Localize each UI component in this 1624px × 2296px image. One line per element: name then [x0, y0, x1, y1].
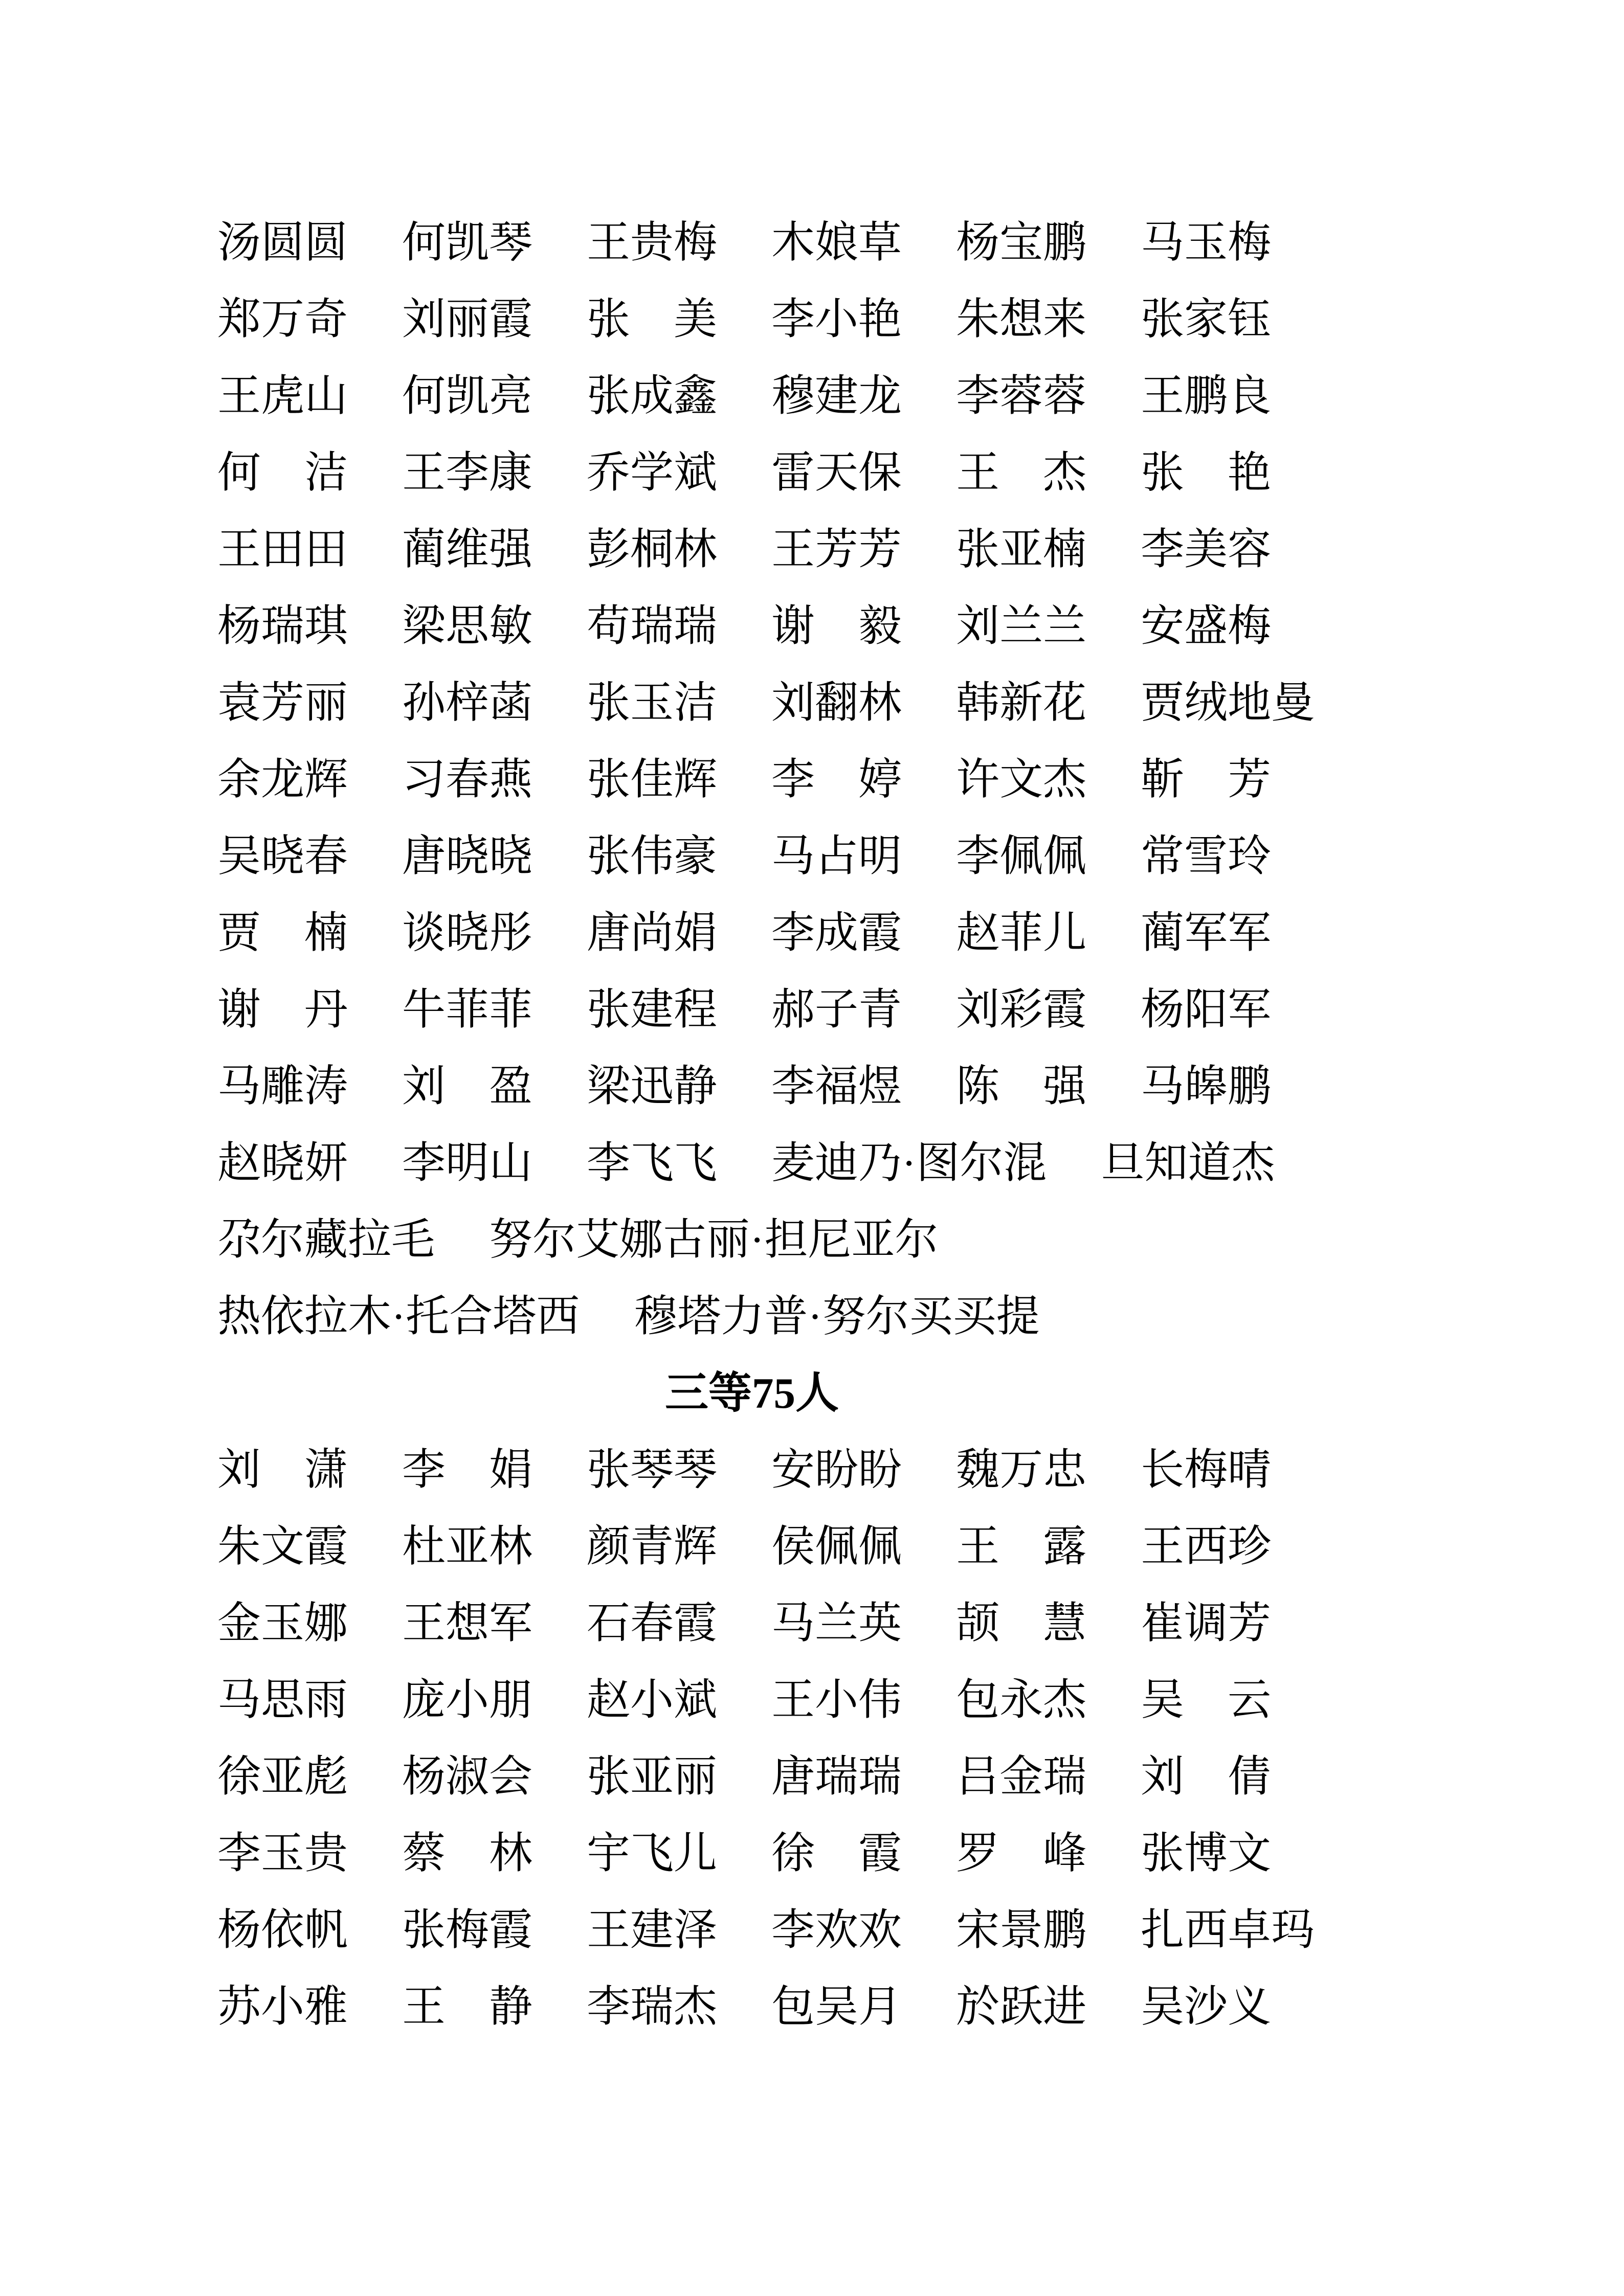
person-name: 习春燕	[402, 756, 533, 804]
person-name: 李 婷	[771, 756, 902, 804]
person-name: 蔺军军	[1141, 909, 1272, 957]
person-name: 刘兰兰	[956, 602, 1087, 650]
person-name: 李瑞杰	[587, 1983, 718, 2031]
person-name: 马占明	[771, 832, 902, 881]
person-name: 常雪玲	[1141, 832, 1272, 881]
person-name: 朱想来	[956, 296, 1087, 344]
person-name: 宋景鹏	[956, 1906, 1087, 1954]
person-name: 李佩佩	[956, 832, 1087, 881]
person-name: 石春霞	[587, 1600, 718, 1648]
name-row	[217, 588, 1286, 665]
person-name: 马玉梅	[1141, 219, 1272, 267]
person-name: 蔺维强	[402, 526, 533, 574]
person-name: 杨宝鹏	[956, 219, 1087, 267]
person-name: 王小伟	[771, 1676, 902, 1724]
person-name: 马皞鹏	[1141, 1063, 1272, 1111]
person-name: 木娘草	[771, 219, 902, 267]
person-name: 陈 强	[956, 1063, 1087, 1111]
person-name: 刘彩霞	[956, 986, 1087, 1034]
person-name: 贾绒地曼	[1141, 679, 1315, 727]
person-name: 李玉贵	[217, 1830, 348, 1878]
person-name: 安盼盼	[771, 1446, 902, 1494]
person-name: 包吴月	[771, 1983, 902, 2031]
person-name: 金玉娜	[217, 1600, 348, 1648]
person-name: 唐尚娟	[587, 909, 718, 957]
person-name: 刘 潇	[217, 1446, 348, 1494]
person-name: 张佳辉	[587, 756, 718, 804]
person-name: 杨依帆	[217, 1906, 348, 1954]
person-name: 唐瑞瑞	[771, 1753, 902, 1801]
person-name: 颜青辉	[587, 1523, 718, 1571]
person-name: 郑万奇	[217, 296, 348, 344]
person-name: 魏万忠	[956, 1446, 1087, 1494]
person-name: 王 露	[956, 1523, 1087, 1571]
person-name: 王田田	[217, 526, 348, 574]
person-name: 李明山	[402, 1139, 533, 1187]
person-name: 赵晓妍	[217, 1139, 348, 1187]
section-heading: 三等75人	[664, 1369, 839, 1417]
person-name: 余龙辉	[217, 756, 348, 804]
person-name: 赵菲儿	[956, 909, 1087, 957]
person-name: 热依拉木·托合塔西	[217, 1293, 580, 1341]
person-name: 旦知道杰	[1101, 1139, 1275, 1187]
person-name: 吴晓春	[217, 832, 348, 881]
person-name: 李小艳	[771, 296, 902, 344]
person-name: 王虎山	[217, 372, 348, 420]
person-name: 长梅晴	[1141, 1446, 1272, 1494]
person-name: 穆建龙	[771, 372, 902, 420]
person-name: 朱文霞	[217, 1523, 348, 1571]
name-row	[217, 1432, 1286, 1509]
name-row	[217, 358, 1286, 435]
person-name: 张建程	[587, 986, 718, 1034]
name-row	[217, 281, 1286, 358]
person-name: 苏小雅	[217, 1983, 348, 2031]
name-row	[217, 1048, 1286, 1125]
person-name: 张成鑫	[587, 372, 718, 420]
person-name: 马思雨	[217, 1676, 348, 1724]
person-name: 王建泽	[587, 1906, 718, 1954]
person-name: 吴 云	[1141, 1676, 1272, 1724]
person-name: 穆塔力普·努尔买买提	[634, 1293, 1040, 1341]
person-name: 张家钰	[1141, 296, 1272, 344]
person-name: 韩新花	[956, 679, 1087, 727]
person-name: 刘翻林	[771, 679, 902, 727]
name-row	[217, 665, 1315, 741]
person-name: 梁迅静	[587, 1063, 718, 1111]
person-name: 李 娟	[402, 1446, 533, 1494]
person-name: 靳 芳	[1141, 756, 1272, 804]
person-name: 王芳芳	[771, 526, 902, 574]
name-row	[217, 1125, 1286, 1202]
name-row	[217, 1662, 1286, 1739]
name-row	[217, 1815, 1286, 1892]
person-name: 马雕涛	[217, 1063, 348, 1111]
person-name: 李福煜	[771, 1063, 902, 1111]
person-name: 汤圆圆	[217, 219, 348, 267]
person-name: 庞小朋	[402, 1676, 533, 1724]
person-name: 王贵梅	[587, 219, 718, 267]
person-name: 李欢欢	[771, 1906, 902, 1954]
person-name: 张亚楠	[956, 526, 1087, 574]
person-name: 努尔艾娜古丽·担尼亚尔	[489, 1216, 939, 1264]
name-row	[217, 972, 1286, 1048]
person-name: 李美容	[1141, 526, 1272, 574]
person-name: 扎西卓玛	[1141, 1906, 1315, 1954]
person-name: 孙梓菡	[402, 679, 533, 727]
name-row	[217, 1509, 1286, 1585]
person-name: 刘 盈	[402, 1063, 533, 1111]
person-name: 杨淑会	[402, 1753, 533, 1801]
person-name: 张 美	[587, 296, 718, 344]
person-name: 张 艳	[1141, 449, 1272, 497]
person-name: 刘丽霞	[402, 296, 533, 344]
person-name: 彭桐林	[587, 526, 718, 574]
person-name: 安盛梅	[1141, 602, 1272, 650]
person-name: 赵小斌	[587, 1676, 718, 1724]
person-name: 崔调芳	[1141, 1600, 1272, 1648]
person-name: 张伟豪	[587, 832, 718, 881]
person-name: 张梅霞	[402, 1906, 533, 1954]
person-name: 张博文	[1141, 1830, 1272, 1878]
person-name: 麦迪乃·图尔混	[771, 1139, 1047, 1187]
person-name: 王鹏良	[1141, 372, 1272, 420]
person-name: 谈晓彤	[402, 909, 533, 957]
name-row	[217, 435, 1286, 511]
person-name: 王想军	[402, 1600, 533, 1648]
person-name: 张琴琴	[587, 1446, 718, 1494]
person-name: 王 静	[402, 1983, 533, 2031]
name-row	[217, 205, 1286, 281]
person-name: 梁思敏	[402, 602, 533, 650]
person-name: 杜亚林	[402, 1523, 533, 1571]
name-row	[217, 1892, 1315, 1969]
person-name: 於跃进	[956, 1983, 1087, 2031]
name-row	[217, 741, 1286, 818]
person-name: 何 洁	[217, 449, 348, 497]
person-name: 唐晓晓	[402, 832, 533, 881]
person-name: 杨瑞琪	[217, 602, 348, 650]
person-name: 谢 毅	[771, 602, 902, 650]
person-name: 苟瑞瑞	[587, 602, 718, 650]
person-name: 吴沙义	[1141, 1983, 1272, 2031]
person-name: 张亚丽	[587, 1753, 718, 1801]
person-name: 许文杰	[956, 756, 1087, 804]
name-row	[217, 511, 1286, 588]
person-name: 贾 楠	[217, 909, 348, 957]
name-row	[217, 1969, 1286, 2045]
name-row	[217, 1739, 1286, 1815]
person-name: 尕尔藏拉毛	[217, 1216, 435, 1264]
person-name: 雷天保	[771, 449, 902, 497]
person-name: 杨阳军	[1141, 986, 1272, 1034]
person-name: 何凯琴	[402, 219, 533, 267]
person-name: 袁芳丽	[217, 679, 348, 727]
name-row	[217, 1202, 1286, 1278]
person-name: 李蓉蓉	[956, 372, 1087, 420]
name-row	[217, 818, 1286, 895]
name-list	[217, 205, 1315, 2045]
person-name: 罗 峰	[956, 1830, 1087, 1878]
name-row	[217, 1278, 1286, 1355]
person-name: 谢 丹	[217, 986, 348, 1034]
person-name: 何凯亮	[402, 372, 533, 420]
person-name: 马兰英	[771, 1600, 902, 1648]
person-name: 包永杰	[956, 1676, 1087, 1724]
person-name: 张玉洁	[587, 679, 718, 727]
person-name: 侯佩佩	[771, 1523, 902, 1571]
person-name: 王李康	[402, 449, 533, 497]
person-name: 徐亚彪	[217, 1753, 348, 1801]
person-name: 王西珍	[1141, 1523, 1272, 1571]
person-name: 李成霞	[771, 909, 902, 957]
person-name: 蔡 林	[402, 1830, 533, 1878]
person-name: 牛菲菲	[402, 986, 533, 1034]
person-name: 郝子青	[771, 986, 902, 1034]
person-name: 颉 慧	[956, 1600, 1087, 1648]
person-name: 宇飞儿	[587, 1830, 718, 1878]
person-name: 刘 倩	[1141, 1753, 1272, 1801]
person-name: 吕金瑞	[956, 1753, 1087, 1801]
person-name: 徐 霞	[771, 1830, 902, 1878]
name-row	[217, 1585, 1286, 1662]
person-name: 乔学斌	[587, 449, 718, 497]
person-name: 王 杰	[956, 449, 1087, 497]
name-row	[217, 895, 1286, 972]
person-name: 李飞飞	[587, 1139, 718, 1187]
